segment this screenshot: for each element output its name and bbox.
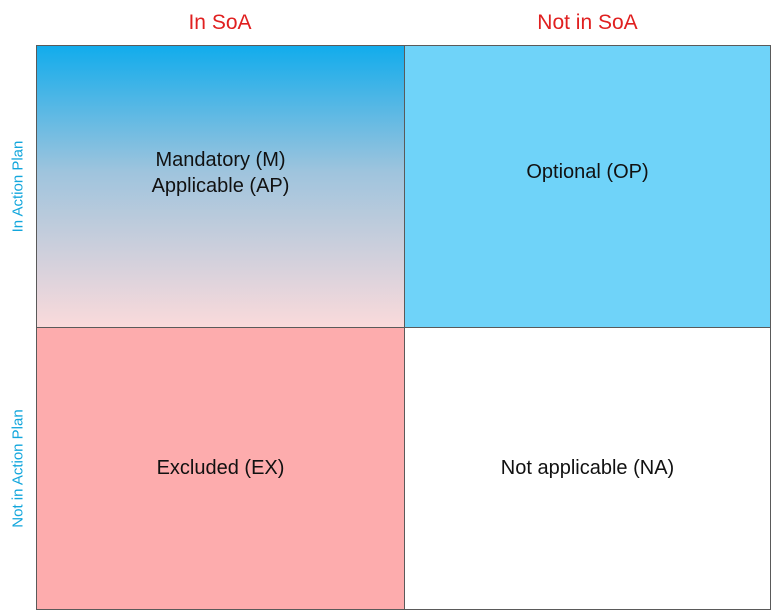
- row-header-not-in-action-plan-wrap: [0, 327, 36, 610]
- cell-applicable-label: Applicable (AP): [151, 174, 290, 197]
- cell-mandatory-applicable: [36, 45, 405, 328]
- cell-excluded-label: Excluded (EX): [156, 456, 285, 479]
- cell-optional-label: Optional (OP): [526, 160, 649, 183]
- cell-not-applicable: [404, 327, 771, 610]
- row-header-in-action-plan: In Action Plan: [9, 140, 27, 232]
- cell-mandatory-label: Mandatory (M): [155, 148, 286, 171]
- cell-excluded: [36, 327, 405, 610]
- cell-not-applicable-label: Not applicable (NA): [500, 456, 675, 479]
- row-header-not-in-action-plan: Not in Action Plan: [9, 409, 27, 528]
- row-header-in-action-plan-wrap: [0, 45, 36, 327]
- quadrant-grid: [36, 45, 771, 610]
- cell-optional: [404, 45, 771, 328]
- column-header-in-soa: In SoA: [188, 11, 252, 34]
- column-header-not-in-soa: Not in SoA: [537, 11, 638, 34]
